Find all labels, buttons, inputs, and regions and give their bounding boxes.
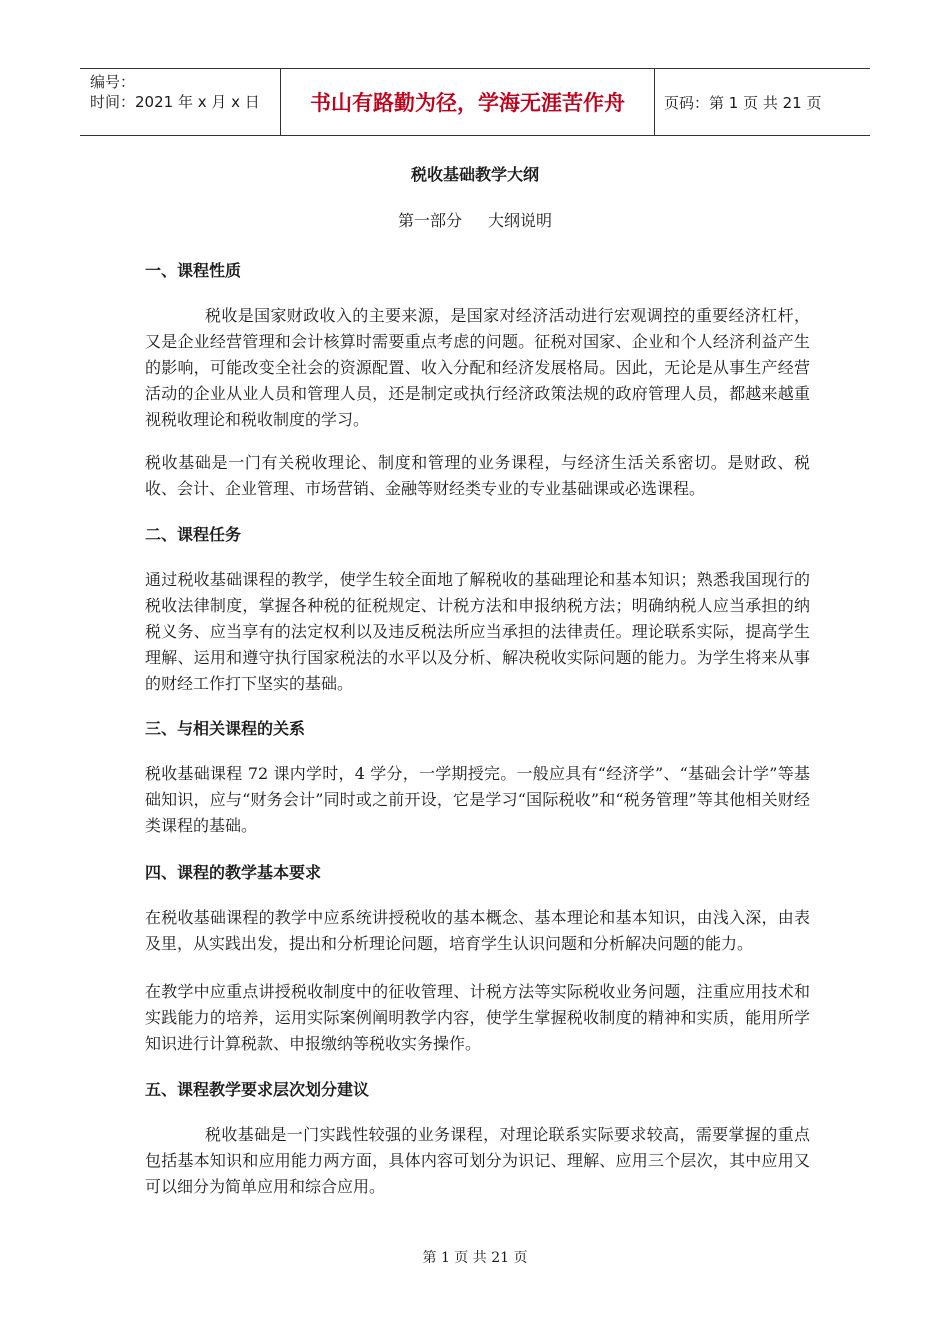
page-header xyxy=(80,68,870,136)
header-meta xyxy=(80,69,281,135)
document-date: 时间：2021 年 x 月 x 日 xyxy=(90,93,260,111)
section-heading-4: 四、课程的教学基本要求 xyxy=(145,863,322,882)
section-heading-3: 三、与相关课程的关系 xyxy=(145,719,306,738)
paragraph-1: 税收是国家财政收入的主要来源，是国家对经济活动进行宏观调控的重要经济杠杆，又是企业经营管理和会计核算时需要重点考虑的问题。征税对国家、企业和个人经济利益产生的影响，可能改变全社会的资源配置、收入分配和经济发展格局。因此，无论是从事生产经营活动的企业从业人员和管理人员，还是制定或执行经济政策法规的政府管理人员，都越来越重视税收理论和税收制度的学习。 xyxy=(145,306,810,429)
paragraph-6: 在教学中应重点讲授税收制度中的征收管理、计税方法等实际税收业务问题，注重应用技术和实践能力的培养，运用实际案例阐明教学内容，使学生掌握税收制度的精神和实质，能用所学知识进行计算税款、申报缴纳等税收实务操作。 xyxy=(145,982,810,1053)
subtitle-name: 大纲说明 xyxy=(488,211,553,230)
paragraph-4: 税收基础课程 72 课内学时，4 学分，一学期授完。一般应具有“经济学”、“基础会计学”等基础知识，应与“财务会计”同时或之前开设，它是学习“国际税收”和“税务管理”等其他相关财经类课程的基础。 xyxy=(145,764,810,835)
paragraph-2: 税收基础是一门有关税收理论、制度和管理的业务课程，与经济生活关系密切。是财政、税收、会计、企业管理、市场营销、金融等财经类专业的专业基础课或必选课程。 xyxy=(145,453,810,498)
document-title: 税收基础教学大纲 xyxy=(410,165,539,184)
page-footer: 第 1 页 共 21 页 xyxy=(422,1250,528,1266)
document-number-label: 编号： xyxy=(90,73,136,91)
section-heading-1: 一、课程性质 xyxy=(145,261,242,280)
paragraph-3: 通过税收基础课程的教学，使学生较全面地了解税收的基础理论和基本知识；熟悉我国现行的税收法律制度，掌握各种税的征税规定、计税方法和申报纳税方法；明确纳税人应当承担的纳税义务、应当享有的法定权利以及违反税法所应当承担的法律责任。理论联系实际，提高学生理解、运用和遵守执行国家税法的水平以及分析、解决税收实际问题的能力。为学生将来从事的财经工作打下坚实的基础。 xyxy=(145,570,810,693)
section-heading-2: 二、课程任务 xyxy=(145,525,242,544)
subtitle-part: 第一部分 xyxy=(397,211,462,230)
document-subtitle xyxy=(0,208,950,231)
header-motto: 书山有路勤为径，学海无涯苦作舟 xyxy=(281,69,655,135)
header-page-info: 页码：第 1 页 共 21 页 xyxy=(664,93,822,112)
paragraph-7: 税收基础是一门实践性较强的业务课程，对理论联系实际要求较高，需要掌握的重点包括基本知识和应用能力两方面，具体内容可划分为识记、理解、应用三个层次，其中应用又可以细分为简单应用和综合应用。 xyxy=(145,1125,810,1196)
section-heading-5: 五、课程教学要求层次划分建议 xyxy=(145,1080,370,1099)
paragraph-5: 在税收基础课程的教学中应系统讲授税收的基本概念、基本理论和基本知识，由浅入深，由表及里，从实践出发，提出和分析理论问题，培育学生认识问题和分析解决问题的能力。 xyxy=(145,908,810,953)
